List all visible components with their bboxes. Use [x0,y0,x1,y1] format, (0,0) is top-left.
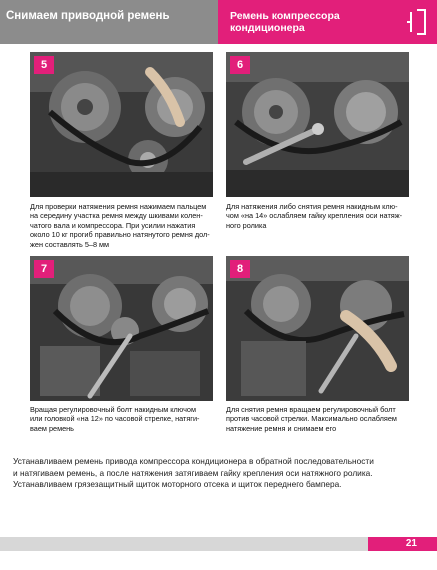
chapter-title-line1: Ремень компрессора [230,10,340,22]
chapter-title-line2: кондиционера [230,22,305,34]
engine-photo-belt-check [30,52,213,197]
photo-number-badge: 7 [34,260,54,278]
chapter-title [230,10,340,34]
page-number-text: 21 [405,538,417,549]
page-number [368,537,437,551]
photo-8 [226,256,409,401]
engine-photo-loosen-nut [226,52,409,197]
photo-5-caption: Для проверки натяжения ремня нажимаем пальцем на середину участка ремня между шкивами колен- чатого вала и компрессора. При усилии нажатия около 10 кг прогиб правильно натянутого ремня дол- жен составлять 5–8 мм [30,202,210,249]
section-title: Снимаем приводной ремень [6,10,170,22]
body-paragraph-line: Устанавливаем грязезащитный щиток моторного отсека и щиток переднего бампера. [13,479,342,489]
engine-photo-remove-belt [226,256,409,401]
photo-6 [226,52,409,197]
photo-6-caption: Для натяжения либо снятия ремня накидным клю- чом «на 14» ослабляем гайку крепления оси натяж- ного ролика [226,202,403,230]
body-text [13,456,425,491]
photo-7 [30,256,213,401]
footer-bar [0,537,368,551]
photo-number-badge: 6 [230,56,250,74]
photo-number-badge: 5 [34,56,54,74]
chapter-bracket-icon [405,6,427,38]
body-paragraph-line: и натягиваем ремень, а после натяжения затягиваем гайку крепления оси натяжного ролика. [13,467,373,478]
body-paragraph-line: Устанавливаем ремень привода компрессора кондиционера в обратной последовательности [13,456,374,466]
photo-5 [30,52,213,197]
section-header-right [218,0,437,44]
section-header-left [0,0,218,44]
engine-photo-tension-belt [30,256,213,401]
photo-8-caption: Для снятия ремня вращаем регулировочный болт против часовой стрелки. Максимально ослабляем натяжение ремня и снимаем его [226,405,397,433]
photo-7-caption: Вращая регулировочный болт накидным ключом или головкой «на 12» по часовой стрелке, натяги- ваем ремень [30,405,200,433]
photo-number-badge: 8 [230,260,250,278]
